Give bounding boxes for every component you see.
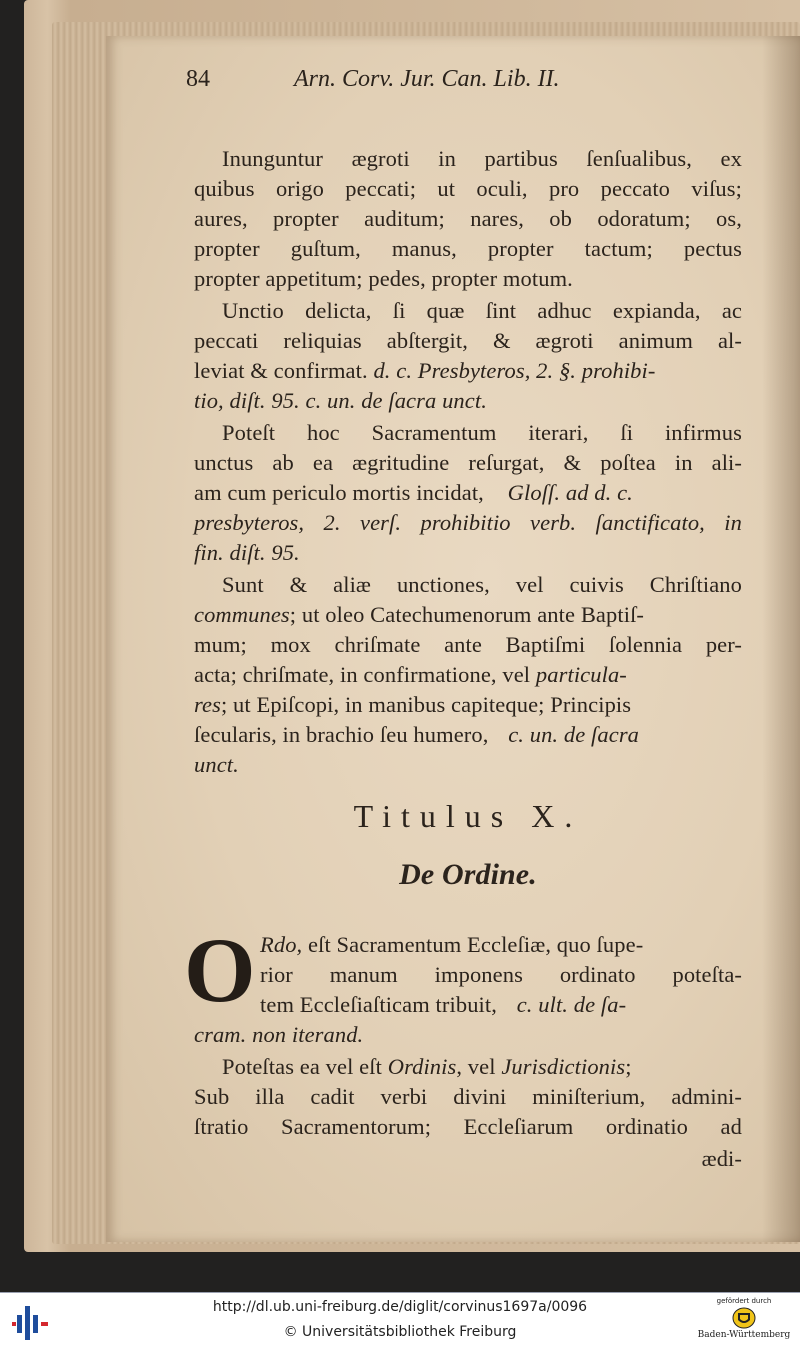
text-line: Poteſt hoc Sacramentum iterari, ſi infirmus <box>222 420 742 445</box>
text-span: am cum periculo mortis incidat, <box>194 480 484 505</box>
citation-line: cram. non iterand. <box>194 1022 364 1047</box>
emphasis: Ordinis <box>387 1054 457 1079</box>
text-line: mum; mox chriſmate ante Baptiſmi ſolennia per- <box>194 632 742 657</box>
text-line: Sunt & aliæ unctiones, vel cuivis Chriſtiano <box>222 572 742 597</box>
text-line <box>194 690 742 720</box>
coat-of-arms-icon <box>732 1307 756 1329</box>
text-line <box>194 720 742 750</box>
emphasis: Rdo, <box>260 932 303 957</box>
citation-line: unct. <box>194 752 239 777</box>
sponsor-logo <box>694 1297 794 1351</box>
text-line: unctus ab ea ægritudine reſurgat, & poſtea in ali- <box>194 450 742 475</box>
text-line: peccati reliquias abſtergit, & ægroti animum al- <box>194 328 742 353</box>
citation-line: fin. diſt. 95. <box>194 540 300 565</box>
copyright-notice: © Universitätsbibliothek Freiburg <box>283 1324 517 1340</box>
text-span: ; <box>625 1054 632 1079</box>
text-line <box>194 478 742 508</box>
emphasis: communes <box>194 602 290 627</box>
emphasis: Jurisdictionis <box>501 1054 626 1079</box>
citation: c. un. de ſacra <box>508 722 640 747</box>
running-head: Arn. Corv. Jur. Can. Lib. II. <box>294 66 560 92</box>
sponsor-caption: gefördert durch <box>716 1297 772 1305</box>
text-line: Inunguntur ægroti in partibus ſenſualibus, ex <box>222 146 742 171</box>
text-line: Sub illa cadit verbi divini miniſterium, admini- <box>194 1084 742 1109</box>
text-line: propter appetitum; pedes, propter motum. <box>194 266 573 291</box>
text-span: acta; chriſmate, in confirmatione, vel <box>194 662 531 687</box>
citation-line: tio, diſt. 95. c. un. de ſacra unct. <box>194 388 487 413</box>
text-line <box>194 1052 742 1082</box>
sponsor-name: Baden-Württemberg <box>697 1330 791 1340</box>
text-line: quibus origo peccati; ut oculi, pro peccato viſus; <box>194 176 742 201</box>
text-line <box>260 930 742 960</box>
text-line: aures, propter auditum; nares, ob odoratum; os, <box>194 206 742 231</box>
chapter-title: Titulus X. <box>353 798 583 834</box>
chapter-subtitle: De Ordine. <box>399 858 537 891</box>
text-line <box>260 990 742 1020</box>
emphasis: res <box>194 692 221 717</box>
text-line: ſtratio Sacramentorum; Eccleſiarum ordinatio ad <box>194 1114 742 1139</box>
text-line <box>194 660 742 690</box>
text-span: tem Eccleſiaſticam tribuit, <box>260 992 497 1017</box>
citation: c. ult. de ſa- <box>516 992 627 1017</box>
text-line: Unctio delicta, ſi quæ ſint adhuc expianda, ac <box>222 298 742 323</box>
citation: Gloſſ. ad d. c. <box>507 480 633 505</box>
text-line <box>194 356 742 386</box>
text-span: , vel <box>456 1054 496 1079</box>
text-span: Poteſtas ea vel eſt <box>222 1054 382 1079</box>
catchword: ædi- <box>701 1146 742 1171</box>
text-span: ; ut Epiſcopi, in manibus capiteque; Principis <box>220 692 632 717</box>
page-number: 84 <box>186 66 210 92</box>
emphasis: particula- <box>535 662 627 687</box>
citation: d. c. Presbyteros, 2. §. prohibi- <box>373 358 656 383</box>
running-header <box>186 66 746 100</box>
page-gutter-shadow <box>762 36 800 1242</box>
text-span: leviat & confirmat. <box>194 358 368 383</box>
document-url[interactable]: http://dl.ub.uni-freiburg.de/diglit/corvinus1697a/0096 <box>212 1299 588 1315</box>
citation-line: presbyteros, 2. verſ. prohibitio verb. ſanctificato, in <box>194 510 742 535</box>
viewer-footer <box>0 1292 800 1352</box>
text-line: rior manum imponens ordinato poteſta- <box>260 962 742 987</box>
text-span: eſt Sacramentum Eccleſiæ, quo ſupe- <box>308 932 644 957</box>
text-line <box>194 600 742 630</box>
drop-cap: O <box>184 919 256 1021</box>
text-span: ; ut oleo Catechumenorum ante Baptiſ- <box>289 602 645 627</box>
book-page <box>106 36 800 1242</box>
text-span: ſecularis, in brachio ſeu humero, <box>194 722 489 747</box>
text-line: propter guſtum, manus, propter tactum; pectus <box>194 236 742 261</box>
